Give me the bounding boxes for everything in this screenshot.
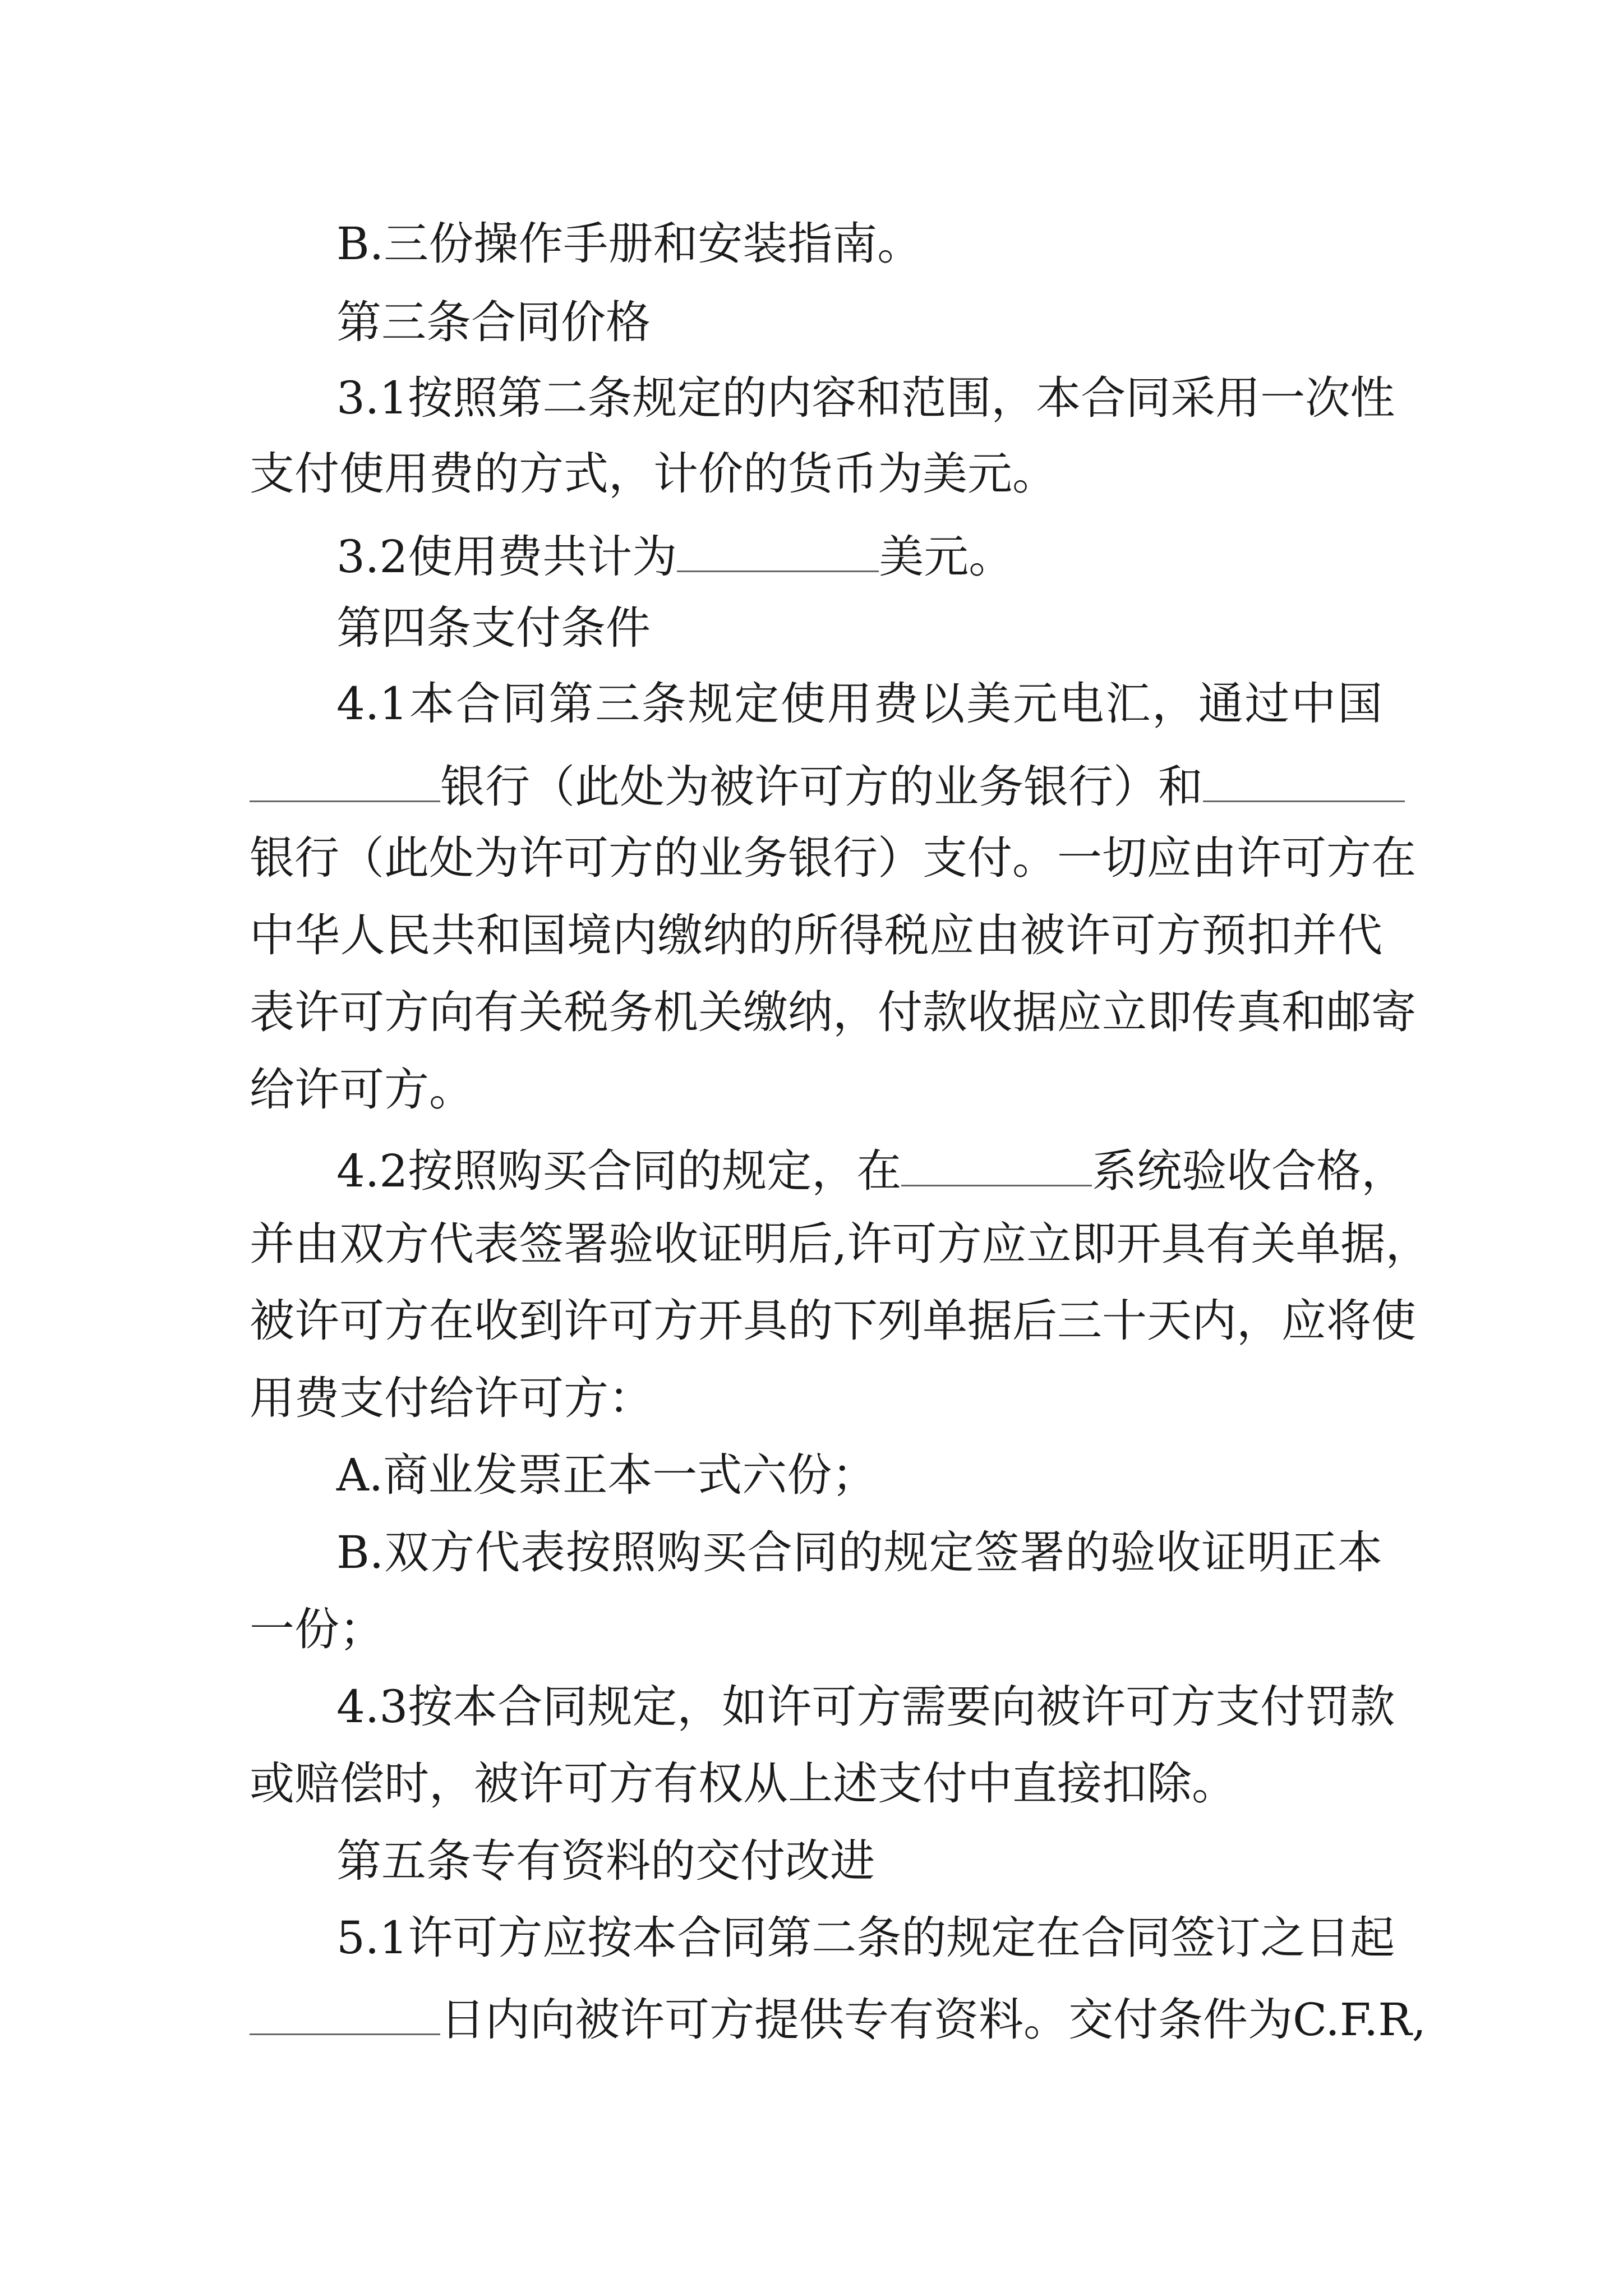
article-5-heading: 第五条专有资料的交付改进 <box>336 1835 875 1887</box>
item-a-invoice: A.商业发票正本一式六份； <box>336 1449 877 1501</box>
clause-4-1-line-2: 银行（此处为被许可方的业务银行）和 <box>250 760 1382 809</box>
clause-4-1-line-3: 银行（此处为许可方的业务银行）支付。一切应由许可方在 <box>250 832 1416 884</box>
clause-4-3-line-1: 4.3按本合同规定，如许可方需要向被许可方支付罚款 <box>336 1681 1395 1733</box>
clause-4-3-line-2: 或赔偿时，被许可方有权从上述支付中直接扣除。 <box>250 1757 1237 1810</box>
article-4-heading: 第四条支付条件 <box>336 602 651 654</box>
clause-5-1-line-2: 日内向被许可方提供专有资料。交付条件为C.F.R, <box>250 1993 1382 2042</box>
clause-4-1-line-4: 中华人民共和国境内缴纳的所得税应由被许可方预扣并代 <box>250 909 1382 961</box>
clause-4-2-line-2: 并由双方代表签署验收证明后,许可方应立即开具有关单据， <box>250 1218 1431 1270</box>
clause-4-1-line-1: 4.1本合同第三条规定使用费以美元电汇，通过中国 <box>336 678 1382 730</box>
clause-4-2-line-3: 被许可方在收到许可方开具的下列单据后三十天内，应将使 <box>250 1295 1416 1347</box>
clause-3-1-line-2: 支付使用费的方式，计价的货币为美元。 <box>250 448 1057 500</box>
clause-4-2-line-4: 用费支付给许可方： <box>250 1372 653 1424</box>
blank-licensor-bank <box>1203 760 1405 802</box>
item-b-acceptance-line-1: B.双方代表按照购买合同的规定签署的验收证明正本 <box>336 1526 1382 1579</box>
clause-4-2-line-1: 4.2按照购买合同的规定，在 系统验收合格， <box>336 1145 1407 1197</box>
blank-licensee-bank <box>250 760 440 802</box>
clause-4-1-line-5: 表许可方向有关税务机关缴纳，付款收据应立即传真和邮寄 <box>250 986 1416 1038</box>
clause-5-1-line-1: 5.1许可方应按本合同第二条的规定在合同签订之日起 <box>336 1912 1395 1964</box>
clause-4-1-line-6: 给许可方。 <box>250 1064 474 1116</box>
item-b-manuals: B.三份操作手册和安装指南。 <box>336 218 923 270</box>
clause-3-2: 3.2使用费共计为 美元。 <box>336 531 1014 583</box>
blank-system-name <box>901 1144 1092 1186</box>
article-3-heading: 第三条合同价格 <box>336 296 651 348</box>
item-b-acceptance-line-2: 一份； <box>250 1603 384 1655</box>
blank-fee-amount <box>677 530 879 572</box>
blank-days <box>250 1993 440 2035</box>
clause-3-1-line-1: 3.1按照第二条规定的内容和范围，本合同采用一次性 <box>336 372 1395 424</box>
